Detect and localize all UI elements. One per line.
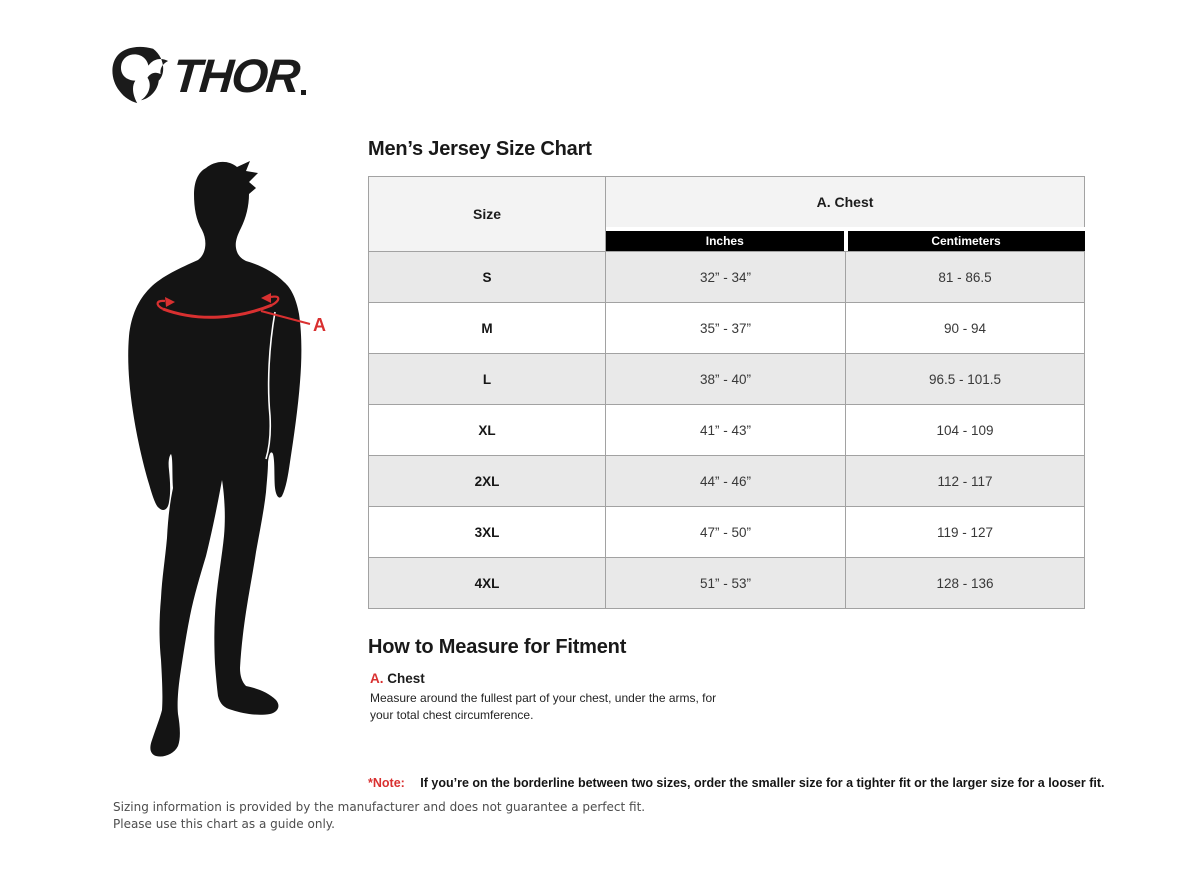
table-row — [369, 558, 1085, 609]
cell-inches: 35” - 37” — [606, 303, 846, 354]
cell-centimeters: 104 - 109 — [846, 405, 1085, 456]
column-header-centimeters: Centimeters — [848, 231, 1085, 251]
cell-inches: 51” - 53” — [606, 558, 846, 609]
table-header-row — [369, 177, 1085, 228]
cell-size: S — [369, 252, 606, 303]
cell-centimeters: 119 - 127 — [846, 507, 1085, 558]
cell-size: M — [369, 303, 606, 354]
size-chart-rows — [369, 252, 1085, 609]
cell-inches: 32” - 34” — [606, 252, 846, 303]
disclaimer-line-1: Sizing information is provided by the manufacturer and does not guarantee a perfect fit. — [113, 800, 646, 814]
size-chart-table — [368, 176, 1085, 609]
cell-centimeters: 90 - 94 — [846, 303, 1085, 354]
disclaimer-line-2: Please use this chart as a guide only. — [113, 817, 335, 832]
measure-item-key: A. — [370, 671, 384, 686]
table-row — [369, 354, 1085, 405]
male-silhouette-graphic — [118, 158, 333, 790]
measure-item-name: Chest — [387, 671, 425, 686]
how-to-measure-title: How to Measure for Fitment — [368, 636, 627, 658]
table-row — [369, 405, 1085, 456]
measure-item-chest — [370, 671, 765, 724]
cell-centimeters: 81 - 86.5 — [846, 252, 1085, 303]
table-row — [369, 252, 1085, 303]
measurement-figure — [118, 158, 333, 790]
thor-ram-icon — [110, 46, 170, 104]
note-text: If you’re on the borderline between two sizes, order the smaller size for a tighter fit or the larger size for a looser fit. — [420, 775, 1105, 790]
chest-measure-label: A — [313, 315, 326, 335]
sizing-note — [368, 776, 1108, 790]
column-header-centimeters-cell — [846, 227, 1085, 252]
cell-inches: 41” - 43” — [606, 405, 846, 456]
table-row — [369, 303, 1085, 354]
size-chart-title: Men’s Jersey Size Chart — [368, 138, 592, 160]
measure-item-heading — [370, 671, 765, 686]
cell-inches: 38” - 40” — [606, 354, 846, 405]
cell-inches: 44” - 46” — [606, 456, 846, 507]
disclaimer — [113, 799, 645, 834]
cell-size: XL — [369, 405, 606, 456]
brand-logo — [110, 44, 306, 106]
measure-item-description: Measure around the fullest part of your chest, under the arms, for your total chest circumference. — [370, 691, 717, 722]
cell-size: L — [369, 354, 606, 405]
brand-dot — [301, 90, 306, 95]
column-header-chest: A. Chest — [606, 177, 1085, 228]
column-header-inches: Inches — [606, 231, 844, 251]
cell-centimeters: 96.5 - 101.5 — [846, 354, 1085, 405]
brand-wordmark: THOR — [170, 48, 301, 102]
cell-inches: 47” - 50” — [606, 507, 846, 558]
cell-centimeters: 128 - 136 — [846, 558, 1085, 609]
cell-centimeters: 112 - 117 — [846, 456, 1085, 507]
table-row — [369, 507, 1085, 558]
note-label: *Note: — [368, 775, 405, 790]
column-header-inches-cell — [606, 227, 846, 252]
cell-size: 3XL — [369, 507, 606, 558]
table-row — [369, 456, 1085, 507]
cell-size: 4XL — [369, 558, 606, 609]
column-header-size: Size — [369, 177, 606, 252]
cell-size: 2XL — [369, 456, 606, 507]
male-silhouette — [128, 161, 301, 757]
